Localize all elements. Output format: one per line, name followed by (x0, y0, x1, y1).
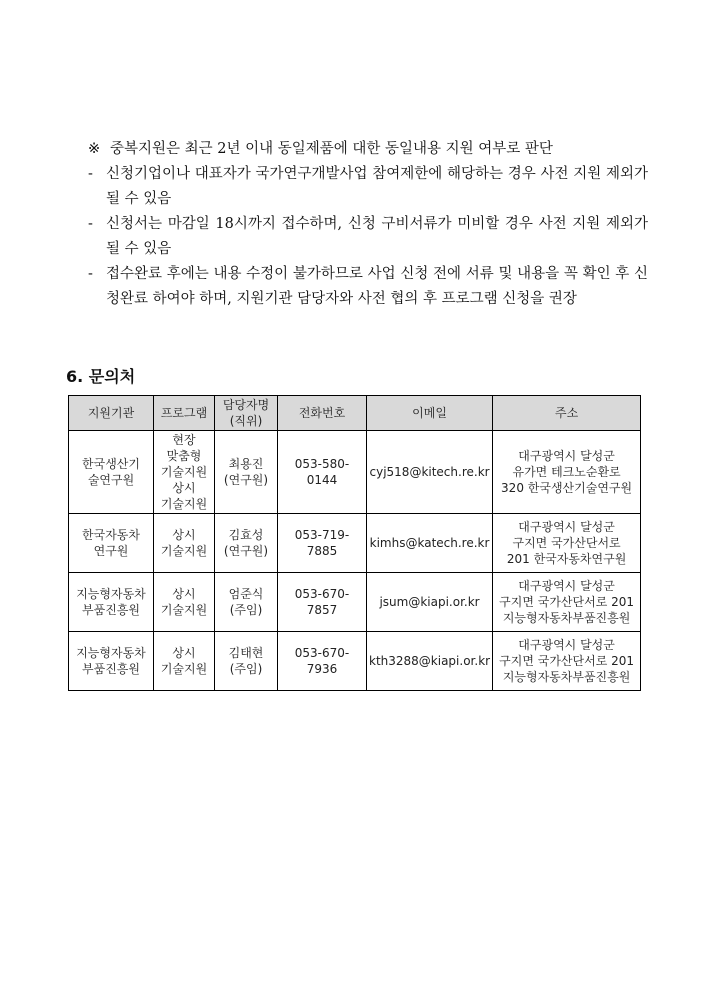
note-marker: - (88, 166, 93, 182)
note-item (88, 212, 648, 262)
header-org: 지원기관 (69, 396, 154, 431)
cell-org: 한국자동차 연구원 (69, 514, 154, 573)
table-row (69, 632, 641, 691)
table-row (69, 431, 641, 514)
cell-email: kimhs@katech.re.kr (367, 514, 493, 573)
header-person: 담당자명 (직위) (215, 396, 278, 431)
cell-phone: 053-670-7857 (278, 573, 367, 632)
header-phone: 전화번호 (278, 396, 367, 431)
cell-email: jsum@kiapi.or.kr (367, 573, 493, 632)
cell-address: 대구광역시 달성군 구지면 국가산단서로 201 한국자동차연구원 (493, 514, 641, 573)
note-text: 접수완료 후에는 내용 수정이 불가하므로 사업 신청 전에 서류 및 내용을 꼭 확인 후 신청완료 하여야 하며, 지원기관 담당자와 사전 협의 후 프로그램 신청을 권장 (106, 266, 648, 307)
cell-address: 대구광역시 달성군 유가면 테크노순환로 320 한국생산기술연구원 (493, 431, 641, 514)
cell-program: 현장 맞춤형 기술지원 상시 기술지원 (154, 431, 215, 514)
cell-address: 대구광역시 달성군 구지면 국가산단서로 201 지능형자동차부품진흥원 (493, 573, 641, 632)
cell-person: 김태현 (주임) (215, 632, 278, 691)
section-title: 6. 문의처 (66, 367, 136, 386)
cell-program: 상시 기술지원 (154, 632, 215, 691)
note-marker: ※ (88, 141, 101, 157)
header-address: 주소 (493, 396, 641, 431)
note-item (88, 262, 648, 312)
header-program: 프로그램 (154, 396, 215, 431)
cell-person: 엄준식 (주임) (215, 573, 278, 632)
cell-person: 최용진 (연구원) (215, 431, 278, 514)
cell-phone: 053-719-7885 (278, 514, 367, 573)
note-text: 신청기업이나 대표자가 국가연구개발사업 참여제한에 해당하는 경우 사전 지원 제외가 될 수 있음 (106, 166, 648, 207)
cell-email: cyj518@kitech.re.kr (367, 431, 493, 514)
cell-org: 지능형자동차 부품진흥원 (69, 632, 154, 691)
cell-program: 상시 기술지원 (154, 573, 215, 632)
cell-phone: 053-580-0144 (278, 431, 367, 514)
cell-email: kth3288@kiapi.or.kr (367, 632, 493, 691)
note-item (88, 137, 648, 162)
cell-person: 김효성 (연구원) (215, 514, 278, 573)
table-row (69, 573, 641, 632)
cell-program: 상시 기술지원 (154, 514, 215, 573)
note-text: 중복지원은 최근 2년 이내 동일제품에 대한 동일내용 지원 여부로 판단 (110, 141, 553, 157)
notes-list (88, 137, 648, 312)
header-email: 이메일 (367, 396, 493, 431)
cell-org: 지능형자동차 부품진흥원 (69, 573, 154, 632)
cell-org: 한국생산기 술연구원 (69, 431, 154, 514)
table-header-row (69, 396, 641, 431)
note-item (88, 162, 648, 212)
note-text: 신청서는 마감일 18시까지 접수하며, 신청 구비서류가 미비할 경우 사전 지원 제외가 될 수 있음 (106, 216, 648, 257)
cell-address: 대구광역시 달성군 구지면 국가산단서로 201 지능형자동차부품진흥원 (493, 632, 641, 691)
table-row (69, 514, 641, 573)
note-marker: - (88, 216, 93, 232)
cell-phone: 053-670-7936 (278, 632, 367, 691)
note-marker: - (88, 266, 93, 282)
contact-table (68, 395, 641, 691)
